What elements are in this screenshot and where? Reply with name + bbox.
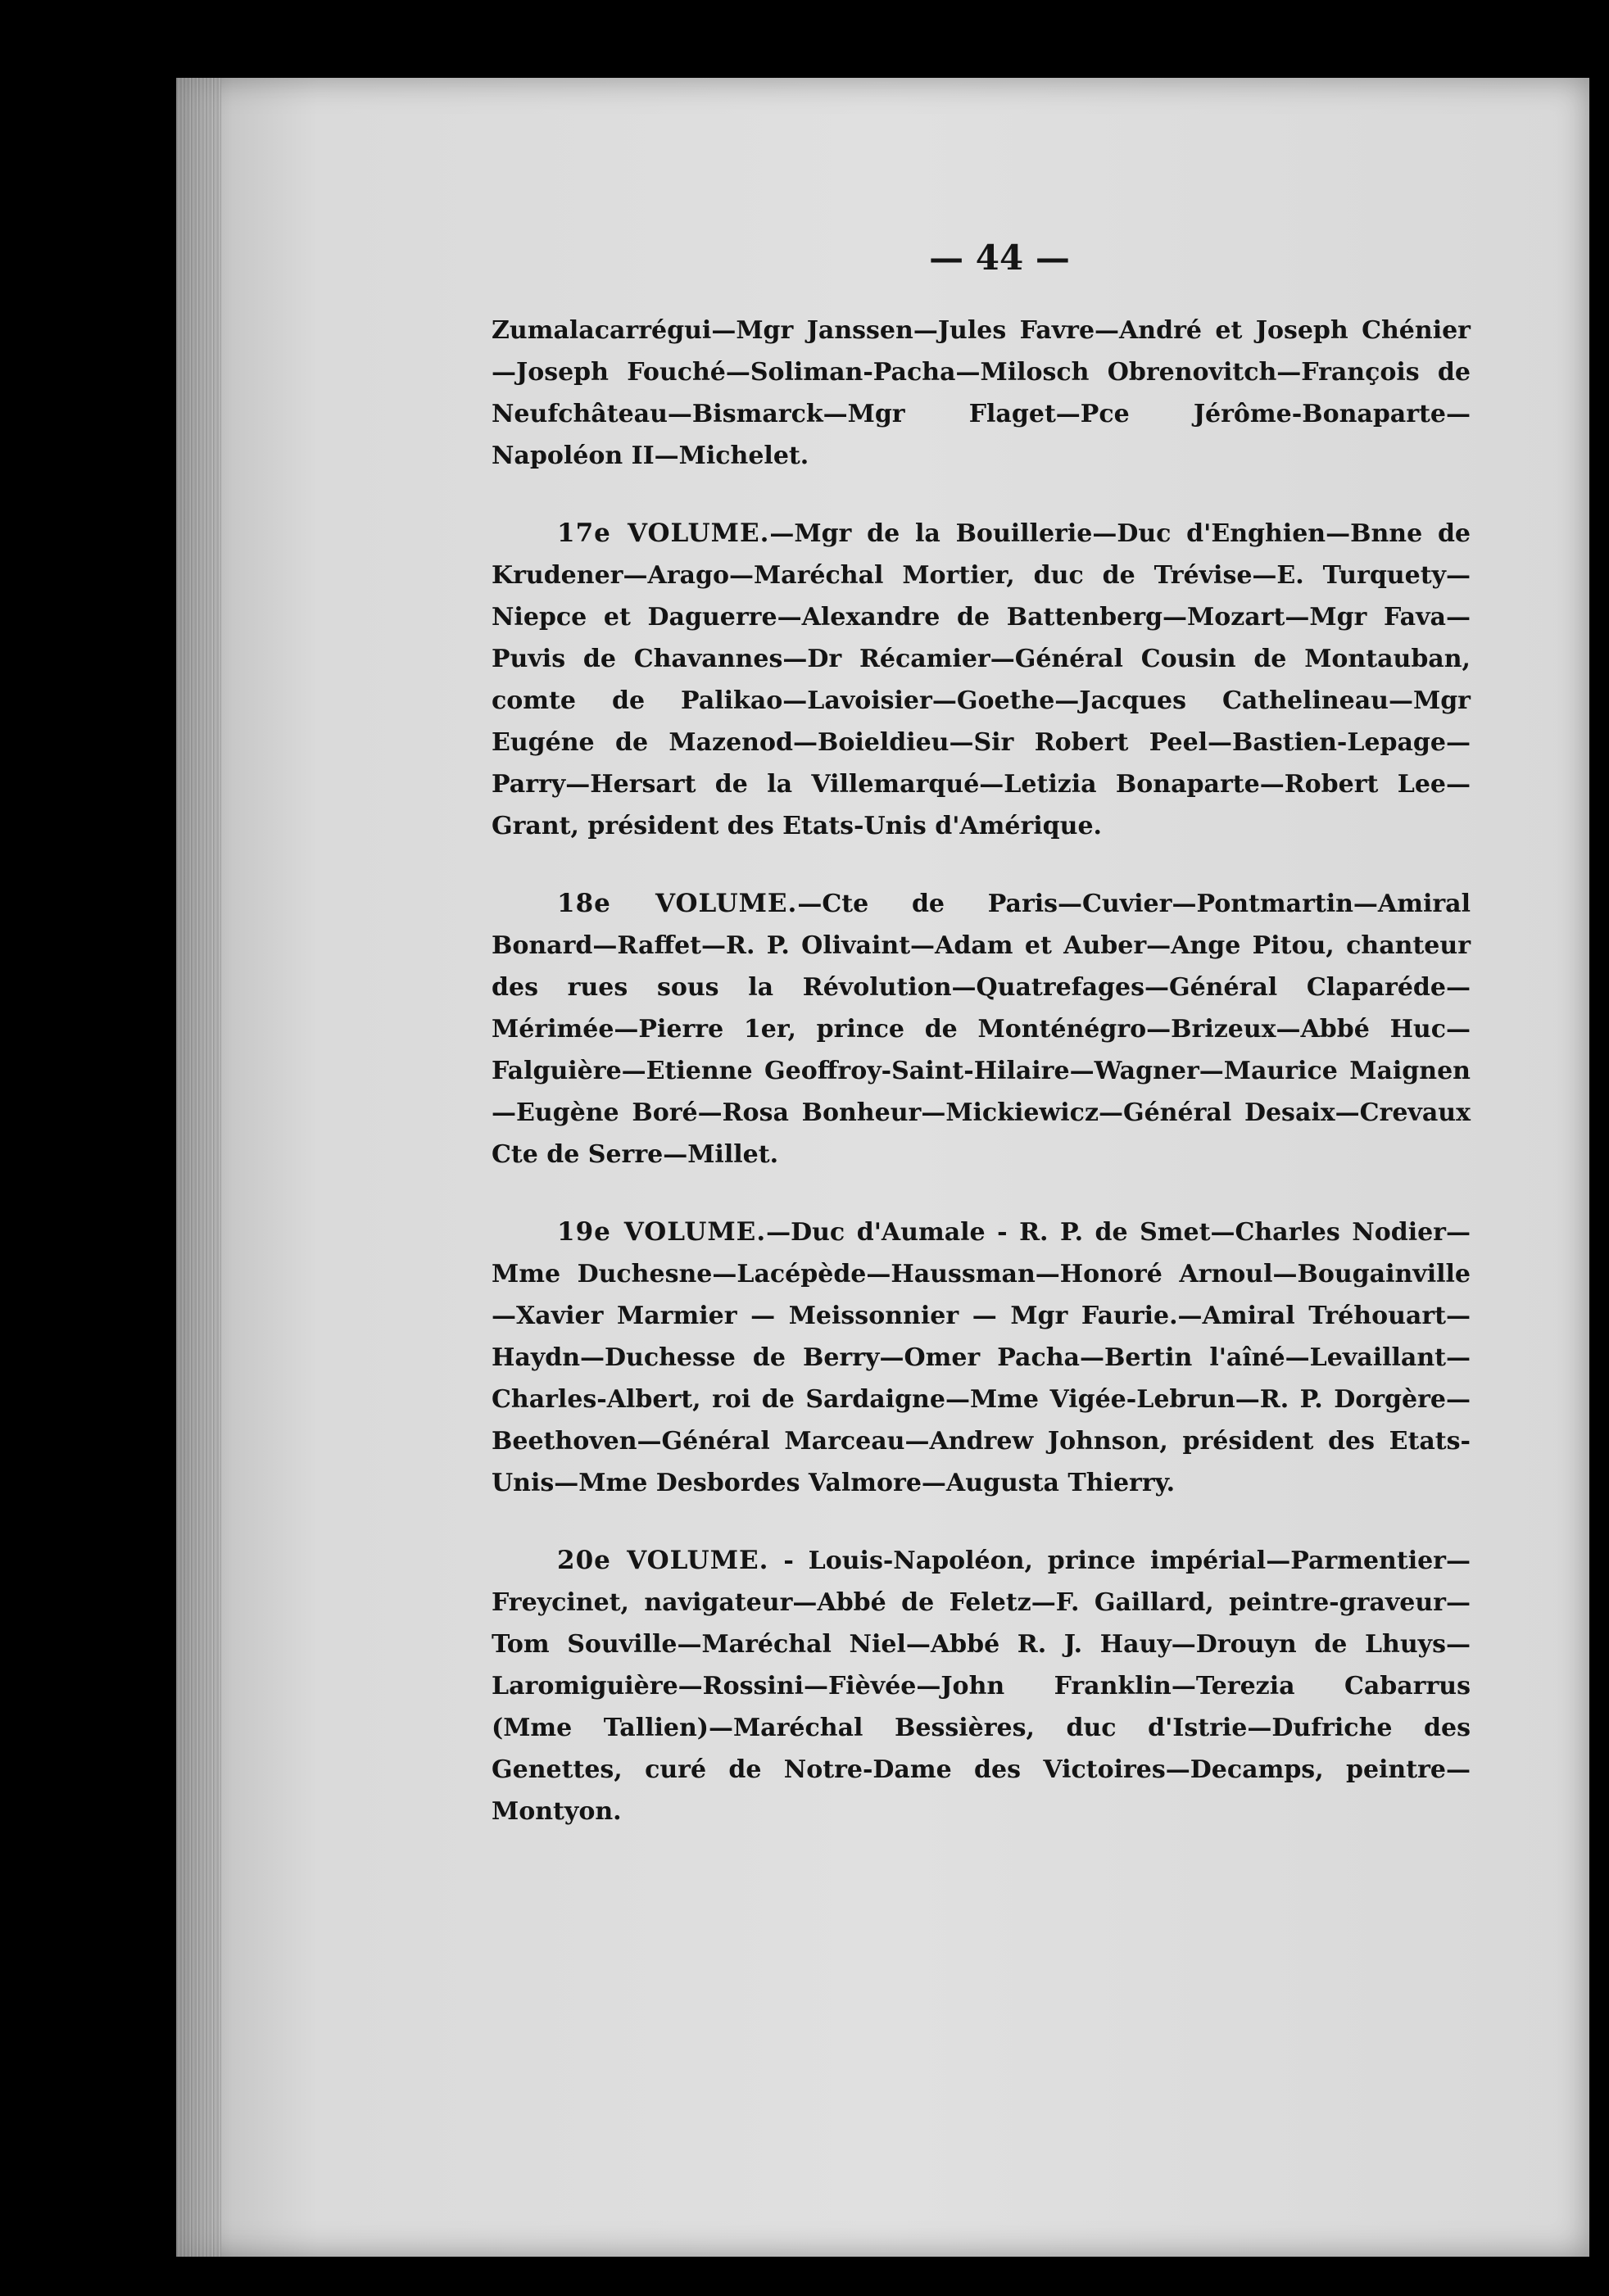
volume-label: 17e VOLUME. [557,519,770,548]
volume-label: 19e VOLUME. [557,1217,767,1247]
paragraph-text: —Mgr de la Bouillerie—Duc d'Enghien—Bnne de Krudener—Arago—Maréchal Mortier, duc de Trévise—E. Turquety—Niepce et Daguerre—Alexandre de Battenberg—Mozart—Mgr Fava—Puvis de Chavannes—Dr Récamier—Général Cousin de Montauban, comte de Palikao—Lavoisier—Goethe—Jacques Cathelineau—Mgr Eugéne de Mazenod—Boieldieu—Sir Robert Peel—Bastien-Lepage—Parry—Hersart de la Villemarqué—Letizia Bonaparte—Robert Lee—Grant, président des Etats-Unis d'Amérique. [492,519,1471,840]
paragraph-volume-19 [492,1211,1471,1504]
paragraph-volume-17 [492,513,1471,847]
paragraph-text: —Duc d'Aumale - R. P. de Smet—Charles Nodier—Mme Duchesne—Lacépède—Haussman—Honoré Arnoul—Bougainville—Xavier Marmier — Meissonnier — Mgr Faurie.—Amiral Tréhouart—Haydn—Duchesse de Berry—Omer Pacha—Bertin l'aîné—Levaillant—Charles-Albert, roi de Sardaigne—Mme Vigée-Lebrun—R. P. Dorgère—Beethoven—Général Marceau—Andrew Johnson, président des Etats-Unis—Mme Desbordes Valmore—Augusta Thierry. [492,1218,1471,1497]
page-binding-edge [176,78,221,2257]
volume-label: 18e VOLUME. [557,889,798,918]
paragraph-text: - Louis-Napoléon, prince impérial—Parmentier—Freycinet, navigateur—Abbé de Feletz—F. Gaillard, peintre-graveur—Tom Souville—Maréchal Niel—Abbé R. J. Hauy—Drouyn de Lhuys—Laromiguière—Rossini—Fièvée—John Franklin—Terezia Cabarrus (Mme Tallien)—Maréchal Bessières, duc d'Istrie—Dufriche des Genettes, curé de Notre-Dame des Victoires—Decamps, peintre—Montyon. [492,1547,1471,1826]
paragraph-continuation [492,310,1471,477]
paragraph-text: —Cte de Paris—Cuvier—Pontmartin—Amiral Bonard—Raffet—R. P. Olivaint—Adam et Auber—Ange Pitou, chanteur des rues sous la Révolution—Quatrefages—Général Claparéde—Mérimée—Pierre 1er, prince de Monténégro—Brizeux—Abbé Huc—Falguière—Etienne Geoffroy-Saint-Hilaire—Wagner—Maurice Maignen—Eugène Boré—Rosa Bonheur—Mickiewicz—Général Desaix—Crevaux Cte de Serre—Millet. [492,890,1471,1169]
paragraph-volume-18 [492,883,1471,1175]
paragraph-volume-20 [492,1540,1471,1832]
page-body [492,310,1471,1868]
volume-label: 20e VOLUME. [557,1546,769,1575]
page-number: — 44 — [929,238,1070,278]
paragraph-text: Zumalacarrégui—Mgr Janssen—Jules Favre—André et Joseph Chénier—Joseph Fouché—Soliman-Pacha—Milosch Obrenovitch—François de Neufchâteau—Bismarck—Mgr Flaget—Pce Jérôme-Bonaparte—Napoléon II—Michelet. [492,316,1471,470]
